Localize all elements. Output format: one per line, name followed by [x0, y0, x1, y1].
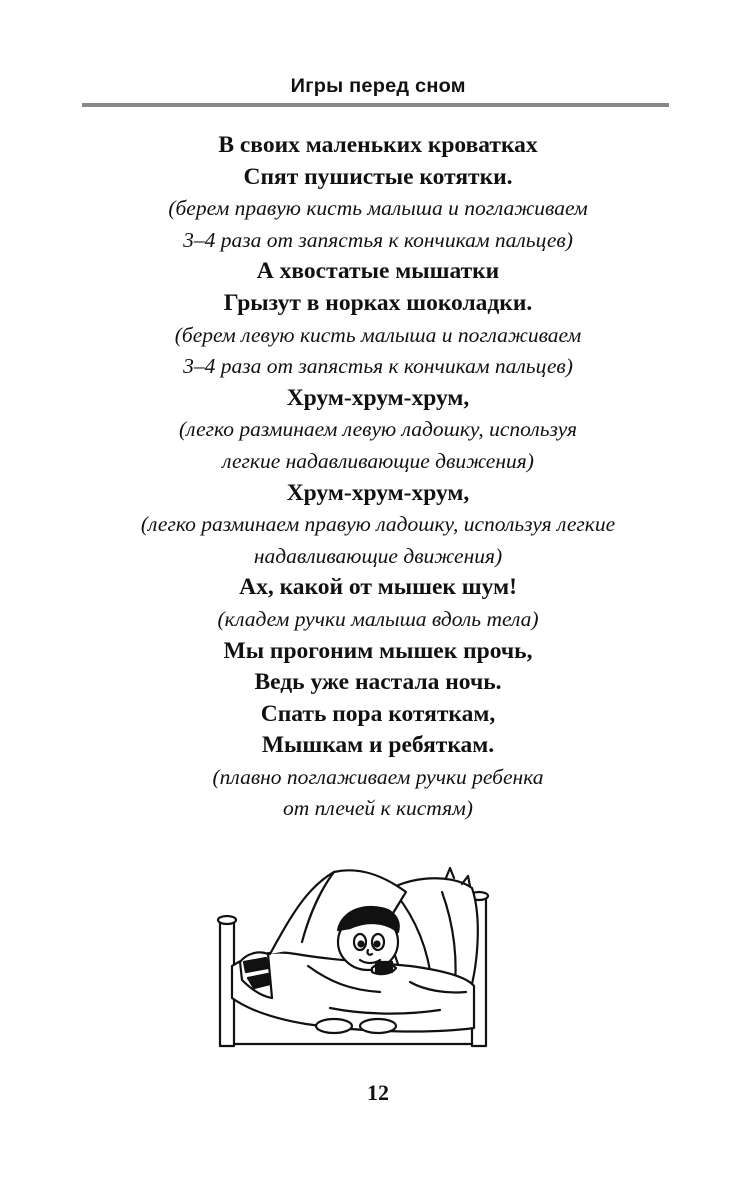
poem-line: Мышкам и ребяткам. [261, 732, 495, 759]
poem-line: Мы прогоним мышек прочь, [223, 637, 533, 664]
child-in-bed-illustration [210, 858, 510, 1054]
poem-line: А хвостатые мышатки [256, 258, 500, 285]
instruction-line: 3–4 раза от запястья к кончикам пальцев) [183, 354, 573, 379]
instruction-line: (плавно поглаживаем ручки ребенка [212, 764, 544, 789]
page-number: 12 [367, 1080, 389, 1105]
poem-line: В своих маленьких кроватках [218, 132, 538, 158]
poem-line: Грызут в норках шоколадки. [223, 289, 533, 316]
poem-line: Спят пушистые котятки. [243, 163, 513, 190]
instruction-line: (берем правую кисть малыша и поглаживаем [168, 196, 588, 221]
poem-line: Ах, какой от мышек шум! [239, 574, 517, 601]
instruction-line: (берем левую кисть малыша и поглаживаем [174, 322, 582, 347]
poem-line: Ведь уже настала ночь. [254, 669, 502, 696]
instruction-line: 3–4 раза от запястья к кончикам пальцев) [183, 227, 573, 252]
poem-line: Хрум-хрум-хрум, [286, 384, 470, 411]
poem-line: Спать пора котяткам, [260, 700, 496, 727]
instruction-line: (легко разминаем левую ладошку, используя [179, 417, 577, 442]
running-header-title: Игры перед сном [290, 76, 466, 97]
poem-text [60, 130, 696, 825]
poem-line: Хрум-хрум-хрум, [286, 479, 470, 506]
instruction-line: от плечей к кистям) [283, 796, 473, 821]
instruction-line: надавливающие движения) [253, 543, 503, 568]
instruction-line: (кладем ручки малыша вдоль тела) [217, 606, 539, 631]
instruction-line: легкие надавливающие движения) [222, 448, 534, 473]
instruction-line: (легко разминаем правую ладошку, используя легкие [140, 512, 616, 537]
header-divider [82, 103, 669, 107]
